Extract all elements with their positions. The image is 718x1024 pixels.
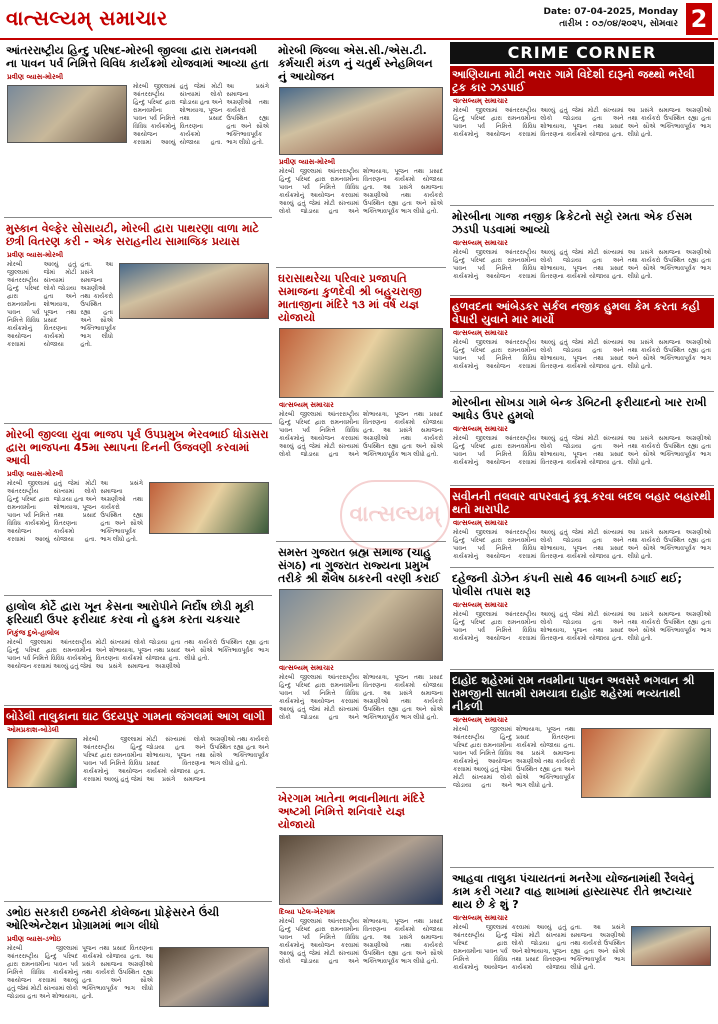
article-brahm-samaj (276, 544, 446, 788)
article-dahej-fraud (450, 570, 714, 670)
article-body: મોરબી જીલ્લામાં આંતરરાષ્ટ્રીય હિન્દુ પરિષદ દ્વારા રામનવમીના પાવન પર્વ નિમિત્તે વિવિધ કાર્યક્રમોનું આયોજન કરવામાં આવ્યું હતું જેમાં મોટી સંખ્યામાં લોકો જોડાયા હતા અને શોભાયાત્રા, પૂજન તથા પ્રસાદ વિતરણના કાર્યક્રમો યોજાયા હતા. આ પ્રસંગે સમાજના અગ્રણીઓ તથા કાર્યકરો ઉપસ્થિત રહ્યા હતા અને સૌએ ભક્તિભાવપૂર્વક ભાગ લીધો હતો. (279, 168, 443, 215)
article-headline: મોરબી જિલ્લા એસ.સી./એસ.ટી. કર્મચારી મંડળ નું ચતુર્થ સ્નેહમિલન નું આયોજન (278, 44, 433, 83)
article-bjp-foundation-day (4, 426, 272, 596)
page-number: 2 (686, 3, 712, 35)
crime-corner-banner: CRIME CORNER (450, 42, 714, 64)
date-gujarati: તારીખ : ૦૭/૦૪/૨૦૨૫, સોમવાર (559, 19, 678, 29)
article-body: મોરબી જીલ્લામાં આંતરરાષ્ટ્રીય હિન્દુ પરિષદ દ્વારા રામનવમીના પાવન પર્વ નિમિત્તે વિવિધ કાર્યક્રમોનું આયોજન કરવામાં આવ્યું હતું જેમાં મોટી સંખ્યામાં લોકો જોડાયા હતા અને શોભાયાત્રા, પૂજન તથા પ્રસાદ વિતરણના કાર્યક્રમો યોજાયા હતા. આ પ્રસંગે સમાજના અગ્રણીઓ તથા કાર્યકરો ઉપસ્થિત રહ્યા હતા અને સૌએ ભક્તિભાવપૂર્વક ભાગ લીધો હતો. (83, 736, 269, 783)
article-body: મોરબી જીલ્લામાં આંતરરાષ્ટ્રીય હિન્દુ પરિષદ દ્વારા રામનવમીના પાવન પર્વ નિમિત્તે વિવિધ કાર્યક્રમોનું આયોજન કરવામાં આવ્યું હતું જેમાં મોટી સંખ્યામાં લોકો જોડાયા હતા અને શોભાયાત્રા, પૂજન તથા પ્રસાદ વિતરણના કાર્યક્રમો યોજાયા હતા. આ પ્રસંગે સમાજના અગ્રણીઓ તથા કાર્યકરો ઉપસ્થિત રહ્યા હતા અને સૌએ ભક્તિભાવપૂર્વક ભાગ લીધો હતો. (7, 480, 143, 543)
article-byline: વાત્સલ્યમ્ સમાચાર (453, 519, 508, 527)
date-english: Date: 07-04-2025, Monday (543, 7, 678, 17)
column-right (450, 42, 714, 1020)
article-body: મોરબી જીલ્લામાં આંતરરાષ્ટ્રીય હિન્દુ પરિષદ દ્વારા રામનવમીના પાવન પર્વ નિમિત્તે વિવિધ કાર્યક્રમોનું આયોજન કરવામાં આવ્યું હતું જેમાં મોટી સંખ્યામાં લોકો જોડાયા હતા અને શોભાયાત્રા, પૂજન તથા પ્રસાદ વિતરણના કાર્યક્રમો યોજાયા હતા. આ પ્રસંગે સમાજના અગ્રણીઓ તથા કાર્યકરો ઉપસ્થિત રહ્યા હતા અને સૌએ ભક્તિભાવપૂર્વક ભાગ લીધો હતો. (279, 411, 443, 458)
article-headline: બોડેલી તાલુકાના ઘાટ ઉદયપુર ગામના જંગલમાં આગ લાગી (4, 708, 272, 725)
article-liquor-truck (450, 66, 714, 206)
article-headline: હાલોલ કોર્ટે દ્વારા ખૂન કેસના આરોપીને નિર્દોષ છોડી મૂકી ફરિયાદી ઉપર ફરીયાદ કરવા નો હુકમ કરતા ચકચાર (6, 600, 254, 626)
article-sword-fight (450, 488, 714, 568)
article-byline: વાત્સલ્યમ્ સમાચાર (453, 97, 508, 105)
article-headline: દાહોદ શહેરમાં રામ નવમીના પાવન અવસરે ભગવાન શ્રી રામજીની સાતમી રામયાત્રા દાહોદ શહેરમાં ભવ્યતાથી નીકળી (450, 672, 714, 715)
article-halol-court (4, 598, 272, 706)
article-photo (119, 263, 269, 319)
article-body: મોરબી જીલ્લામાં આંતરરાષ્ટ્રીય હિન્દુ પરિષદ દ્વારા રામનવમીના પાવન પર્વ નિમિત્તે વિવિધ કાર્યક્રમોનું આયોજન કરવામાં આવ્યું હતું જેમાં મોટી સંખ્યામાં લોકો જોડાયા હતા અને શોભાયાત્રા, પૂજન તથા પ્રસાદ વિતરણના કાર્યક્રમો યોજાયા હતા. આ પ્રસંગે સમાજના અગ્રણીઓ તથા કાર્યકરો ઉપસ્થિત રહ્યા હતા અને સૌએ ભક્તિભાવપૂર્વક ભાગ લીધો હતો. (453, 339, 711, 370)
article-headline: મોરબીના ગાજા નજીક ક્રિકેટનો સટ્ટો રમતા એક ઈસમ ઝડપી પડવામાં આવ્યો (452, 210, 693, 236)
article-byline: દિવ્યા પટેલ-ખેરગામ (279, 908, 336, 916)
article-body: મોરબી જીલ્લામાં આંતરરાષ્ટ્રીય હિન્દુ પરિષદ દ્વારા રામનવમીના પાવન પર્વ નિમિત્તે વિવિધ કાર્યક્રમોનું આયોજન કરવામાં આવ્યું હતું જેમાં મોટી સંખ્યામાં લોકો જોડાયા હતા અને શોભાયાત્રા, પૂજન તથા પ્રસાદ વિતરણના કાર્યક્રમો યોજાયા હતા. આ પ્રસંગે સમાજના અગ્રણીઓ તથા કાર્યકરો ઉપસ્થિત રહ્યા હતા અને સૌએ ભક્તિભાવપૂર્વક ભાગ લીધો હતો. (453, 249, 711, 280)
article-body: મોરબી જીલ્લામાં આંતરરાષ્ટ્રીય હિન્દુ પરિષદ દ્વારા રામનવમીના પાવન પર્વ નિમિત્તે વિવિધ કાર્યક્રમોનું આયોજન કરવામાં આવ્યું હતું જેમાં મોટી સંખ્યામાં લોકો જોડાયા હતા અને શોભાયાત્રા, પૂજન તથા પ્રસાદ વિતરણના કાર્યક્રમો યોજાયા હતા. આ પ્રસંગે સમાજના અગ્રણીઓ તથા કાર્યકરો ઉપસ્થિત રહ્યા હતા અને સૌએ ભક્તિભાવપૂર્વક ભાગ લીધો હતો. (7, 945, 153, 1000)
article-photo (149, 482, 269, 534)
article-headline: આહવા તાલુકા પંચાયતનાં મનરેગા યોજનામાંથી રૈલવેનું કામ કરી ગયા? વાહ શાખામાં હાસ્યાસ્પદ રીતે ભ્રષ્ટાચાર થાય છે કે શું ? (452, 872, 694, 911)
article-body: મોરબી જીલ્લામાં આંતરરાષ્ટ્રીય હિન્દુ પરિષદ દ્વારા રામનવમીના પાવન પર્વ નિમિત્તે વિવિધ કાર્યક્રમોનું આયોજન કરવામાં આવ્યું હતું જેમાં મોટી સંખ્યામાં લોકો જોડાયા હતા અને શોભાયાત્રા, પૂજન તથા પ્રસાદ વિતરણના કાર્યક્રમો યોજાયા હતા. આ પ્રસંગે સમાજના અગ્રણીઓ તથા કાર્યકરો ઉપસ્થિત રહ્યા હતા અને સૌએ ભક્તિભાવપૂર્વક ભાગ લીધો હતો. (453, 435, 711, 466)
article-halvad-assault (450, 298, 714, 392)
article-byline: વાત્સલ્યમ્ સમાચાર (453, 716, 508, 724)
article-headline: દહેજની ડોઝેન કંપની સાથે 46 લાખની ઠગાઈ થઈ; પોલીસ તપાસ શરૂ (452, 572, 682, 598)
article-hindu-parishad (4, 42, 272, 218)
article-headline: ડભોઇ સરકારી ઇજનેરી કોલેજના પ્રોફેસરને ઉંચી ઓરિએન્ટેશન પ્રોગ્રામમાં ભાગ લીધો (6, 906, 220, 932)
article-byline: પ્રવીણ વ્યાસ-ડભોઇ (7, 935, 61, 943)
article-byline: પ્રવીણ વ્યાસ-મોરબી (7, 470, 64, 478)
article-headline: આંતરરાષ્ટ્રીય હિન્દુ પરિષદ-મોરબી જીલ્લા દ્વારા રામનવમી ના પાવન પર્વ નિમિત્તે વિવિધ કાર્યક્રમો યોજવામાં આવ્યા હતા (6, 44, 269, 70)
article-body: મોરબી જીલ્લામાં આંતરરાષ્ટ્રીય હિન્દુ પરિષદ દ્વારા રામનવમીના પાવન પર્વ નિમિત્તે વિવિધ કાર્યક્રમોનું આયોજન કરવામાં આવ્યું હતું જેમાં મોટી સંખ્યામાં લોકો જોડાયા હતા અને શોભાયાત્રા, પૂજન તથા પ્રસાદ વિતરણના કાર્યક્રમો યોજાયા હતા. આ પ્રસંગે સમાજના અગ્રણીઓ તથા કાર્યકરો ઉપસ્થિત રહ્યા હતા અને સૌએ ભક્તિભાવપૂર્વક ભાગ લીધો હતો. (279, 918, 443, 965)
article-byline: વાત્સલ્યમ્ સમાચાર (453, 425, 508, 433)
article-photo (581, 728, 711, 798)
article-byline: વાત્સલ્યમ્ સમાચાર (279, 401, 334, 409)
article-headline: ખેરગામ ખાતેના ભવાનીમાતા મંદિરે અષ્ટમી નિમિત્તે શનિવારે યજ્ઞ યોજાયો (278, 792, 425, 831)
article-photo (279, 87, 443, 155)
article-bhavani-temple (276, 790, 446, 1020)
article-byline: વાત્સલ્યમ્ સમાચાર (453, 601, 508, 609)
article-body: મોરબી જીલ્લામાં આંતરરાષ્ટ્રીય હિન્દુ પરિષદ દ્વારા રામનવમીના પાવન પર્વ નિમિત્તે વિવિધ કાર્યક્રમોનું આયોજન કરવામાં આવ્યું હતું જેમાં મોટી સંખ્યામાં લોકો જોડાયા હતા અને શોભાયાત્રા, પૂજન તથા પ્રસાદ વિતરણના કાર્યક્રમો યોજાયા હતા. આ પ્રસંગે સમાજના અગ્રણીઓ તથા કાર્યકરો ઉપસ્થિત રહ્યા હતા અને સૌએ ભક્તિભાવપૂર્વક ભાગ લીધો હતો. (279, 674, 443, 721)
newspaper-title: વાત્સલ્યમ્ સમાચાર (6, 6, 168, 30)
column-left (4, 42, 272, 1020)
article-muskan-society (4, 220, 272, 424)
article-byline: પ્રવીણ વ્યાસ-મોરબી (7, 73, 64, 81)
masthead (0, 0, 718, 40)
article-headline: સમસ્ત ગુજરાત બ્રહ્મ સમાજ (ચાહુ સંગઠ) ના ગુજરાત રાજ્યના પ્રમુખ તરીકે શ્રી શૈલેષ ઠાકરની વરણી કરાઈ (278, 546, 440, 585)
article-body: મોરબી જીલ્લામાં આંતરરાષ્ટ્રીય હિન્દુ પરિષદ દ્વારા રામનવમીના પાવન પર્વ નિમિત્તે વિવિધ કાર્યક્રમોનું આયોજન કરવામાં આવ્યું હતું જેમાં મોટી સંખ્યામાં લોકો જોડાયા હતા અને શોભાયાત્રા, પૂજન તથા પ્રસાદ વિતરણના કાર્યક્રમો યોજાયા હતા. આ પ્રસંગે સમાજના અગ્રણીઓ તથા કાર્યકરો ઉપસ્થિત રહ્યા હતા અને સૌએ ભક્તિભાવપૂર્વક ભાગ લીધો હતો. (453, 924, 625, 971)
watermark-logo: વાત્સલ્યમ્ (340, 480, 450, 550)
article-headline: ઘરાસાથરેચા પરિવાર પ્રજાપતિ સમાજના કુળદેવી શ્રી બહુચરાજી માતાજીના મંદિરે ૧૩ માં વર્ષ યજ્ઞ યોજાયો (278, 272, 422, 324)
article-sc-st-employees (276, 42, 446, 268)
article-byline: પ્રવીણ વ્યાસ-મોરબી (7, 251, 64, 259)
date-block (544, 6, 678, 30)
article-headline: સવીનની તલવાર વાપરવાનું કૂવૂ કરવા બદલ બહાર બહારથી થતો મારાપીટ (450, 488, 714, 518)
article-byline: વાત્સલ્યમ્ સમાચાર (453, 329, 508, 337)
article-photo (279, 328, 443, 398)
article-headline: હળવદના આંબેડકર સર્કલ નજીક હુમલા કેમ કરતા કહી વેપારી યુવાને માર માર્યો (450, 298, 714, 328)
article-byline: વાત્સલ્યમ્ સમાચાર (279, 664, 334, 672)
article-byline: ઓમપ્રકાશ-બોડેલી (7, 726, 59, 734)
article-body: મોરબી જીલ્લામાં આંતરરાષ્ટ્રીય હિન્દુ પરિષદ દ્વારા રામનવમીના પાવન પર્વ નિમિત્તે વિવિધ કાર્યક્રમોનું આયોજન કરવામાં આવ્યું હતું જેમાં મોટી સંખ્યામાં લોકો જોડાયા હતા અને શોભાયાત્રા, પૂજન તથા પ્રસાદ વિતરણના કાર્યક્રમો યોજાયા હતા. આ પ્રસંગે સમાજના અગ્રણીઓ તથા કાર્યકરો ઉપસ્થિત રહ્યા હતા અને સૌએ ભક્તિભાવપૂર્વક ભાગ લીધો હતો. (453, 107, 711, 138)
article-body: મોરબી જીલ્લામાં આંતરરાષ્ટ્રીય હિન્દુ પરિષદ દ્વારા રામનવમીના પાવન પર્વ નિમિત્તે વિવિધ કાર્યક્રમોનું આયોજન કરવામાં આવ્યું હતું જેમાં મોટી સંખ્યામાં લોકો જોડાયા હતા અને શોભાયાત્રા, પૂજન તથા પ્રસાદ વિતરણના કાર્યક્રમો યોજાયા હતા. આ પ્રસંગે સમાજના અગ્રણીઓ તથા કાર્યકરો ઉપસ્થિત રહ્યા હતા અને સૌએ ભક્તિભાવપૂર્વક ભાગ લીધો હતો. (453, 611, 711, 642)
article-dahod-ram-yatra (450, 672, 714, 868)
article-headline: મુસ્કાન વેલ્ફેર સોસાયટી, મોરબી દ્વારા પાથરણા વાળા માટે છત્રી વિતરણ કરી - એક સરાહનીય સામાજિક પ્રયાસ (6, 222, 259, 248)
article-body: મોરબી જીલ્લામાં આંતરરાષ્ટ્રીય હિન્દુ પરિષદ દ્વારા રામનવમીના પાવન પર્વ નિમિત્તે વિવિધ કાર્યક્રમોનું આયોજન કરવામાં આવ્યું હતું જેમાં મોટી સંખ્યામાં લોકો જોડાયા હતા અને શોભાયાત્રા, પૂજન તથા પ્રસાદ વિતરણના કાર્યક્રમો યોજાયા હતા. આ પ્રસંગે સમાજના અગ્રણીઓ તથા કાર્યકરો ઉપસ્થિત રહ્યા હતા અને સૌએ ભક્તિભાવપૂર્વક ભાગ લીધો હતો. (453, 726, 575, 789)
article-photo (7, 738, 77, 788)
article-body: મોરબી જીલ્લામાં આંતરરાષ્ટ્રીય હિન્દુ પરિષદ દ્વારા રામનવમીના પાવન પર્વ નિમિત્તે વિવિધ કાર્યક્રમોનું આયોજન કરવામાં આવ્યું હતું જેમાં મોટી સંખ્યામાં લોકો જોડાયા હતા અને શોભાયાત્રા, પૂજન તથા પ્રસાદ વિતરણના કાર્યક્રમો યોજાયા હતા. આ પ્રસંગે સમાજના અગ્રણીઓ તથા કાર્યકરો ઉપસ્થિત રહ્યા હતા અને સૌએ ભક્તિભાવપૂર્વક ભાગ લીધો હતો. (453, 529, 711, 560)
article-photo (631, 926, 711, 966)
article-headline: આણિયાના મોટી ભરાર ગામે વિદેશી દારૂનો જથ્થો ભરેલી ટ્રક કાર ઝડપાઈ (450, 66, 714, 96)
article-photo (279, 835, 443, 905)
article-byline: વાત્સલ્યમ્ સમાચાર (453, 914, 508, 922)
article-byline: પ્રવીણ વ્યાસ-મોરબી (279, 158, 336, 166)
article-ahwa-mnrega (450, 870, 714, 1020)
article-cricket-betting (450, 208, 714, 296)
article-body: મોરબી જીલ્લામાં આંતરરાષ્ટ્રીય હિન્દુ પરિષદ દ્વારા રામનવમીના પાવન પર્વ નિમિત્તે વિવિધ કાર્યક્રમોનું આયોજન કરવામાં આવ્યું હતું જેમાં મોટી સંખ્યામાં લોકો જોડાયા હતા અને શોભાયાત્રા, પૂજન તથા પ્રસાદ વિતરણના કાર્યક્રમો યોજાયા હતા. આ પ્રસંગે સમાજના અગ્રણીઓ તથા કાર્યકરો ઉપસ્થિત રહ્યા હતા અને સૌએ ભક્તિભાવપૂર્વક ભાગ લીધો હતો. (133, 83, 269, 146)
article-headline: મોરબી જીલ્લા યુવા ભાજપ પૂર્વ ઉપપ્રમુખ ભેરવભાઈ ધોડાસરા દ્વારા ભાજપના 45મા સ્થાપના દિનની ઉજવણી કરવામાં આવી (6, 428, 269, 467)
article-body: મોરબી જીલ્લામાં આંતરરાષ્ટ્રીય હિન્દુ પરિષદ દ્વારા રામનવમીના પાવન પર્વ નિમિત્તે વિવિધ કાર્યક્રમોનું આયોજન કરવામાં આવ્યું હતું જેમાં મોટી સંખ્યામાં લોકો જોડાયા હતા અને શોભાયાત્રા, પૂજન તથા પ્રસાદ વિતરણના કાર્યક્રમો યોજાયા હતા. આ પ્રસંગે સમાજના અગ્રણીઓ તથા કાર્યકરો ઉપસ્થિત રહ્યા હતા અને સૌએ ભક્તિભાવપૂર્વક ભાગ લીધો હતો. (7, 639, 269, 670)
article-sokhda-attack (450, 394, 714, 486)
article-byline: નિકુંજ દુબે-હાલોલ (7, 629, 60, 637)
article-headline: મોરબીના સોખડા ગામે બેન્ક ડેબિટની ફરીયાદનો ખાર રાખી આધેડ ઉપર હુમલો (452, 396, 707, 422)
article-body: મોરબી જીલ્લામાં આંતરરાષ્ટ્રીય હિન્દુ પરિષદ દ્વારા રામનવમીના પાવન પર્વ નિમિત્તે વિવિધ કાર્યક્રમોનું આયોજન કરવામાં આવ્યું હતું જેમાં મોટી સંખ્યામાં લોકો જોડાયા હતા અને શોભાયાત્રા, પૂજન તથા પ્રસાદ વિતરણના કાર્યક્રમો યોજાયા હતા. આ પ્રસંગે સમાજના અગ્રણીઓ તથા કાર્યકરો ઉપસ્થિત રહ્યા હતા અને સૌએ ભક્તિભાવપૂર્વક ભાગ લીધો હતો. (7, 261, 117, 348)
article-engineering-college (4, 904, 272, 1020)
article-forest-fire (4, 708, 272, 902)
article-photo (159, 947, 269, 1007)
article-byline: વાત્સલ્યમ્ સમાચાર (453, 239, 508, 247)
article-photo (279, 589, 443, 661)
article-photo (7, 85, 127, 143)
